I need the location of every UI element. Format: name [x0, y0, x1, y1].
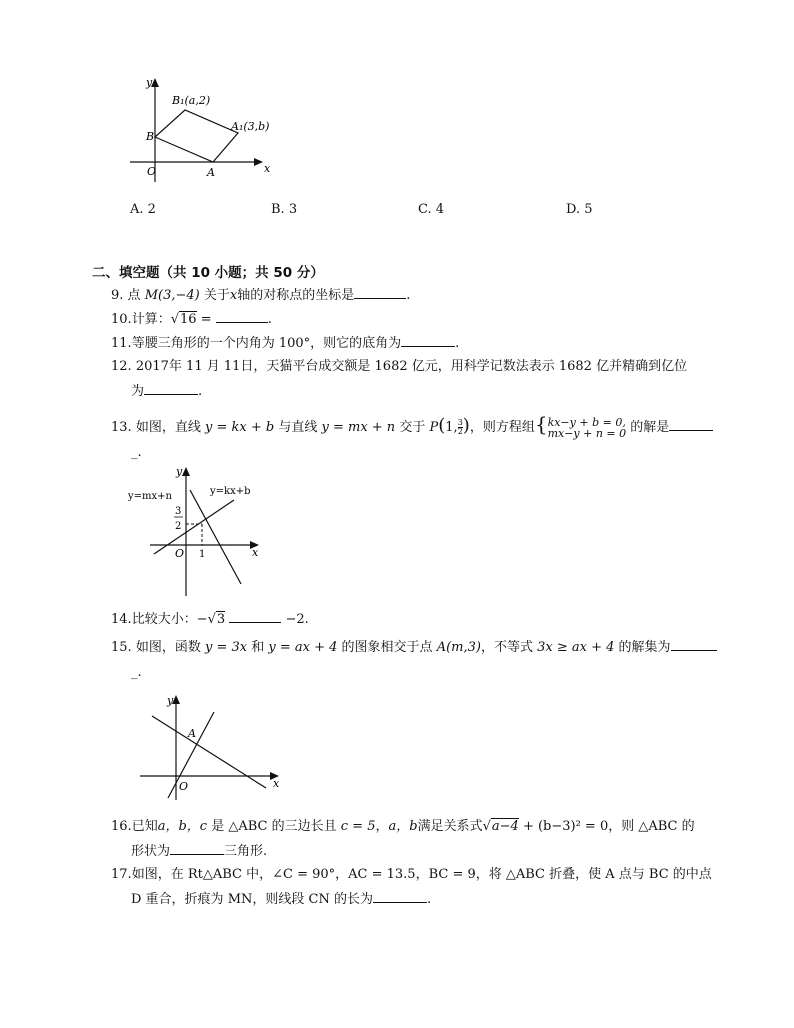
q9-answer-blank[interactable] — [354, 286, 406, 299]
q13-post: 的解是 — [630, 420, 670, 435]
fig1-x-label: x — [264, 162, 271, 175]
q16-pre: 已知 — [131, 819, 158, 834]
fig2-y-label: y — [176, 465, 183, 478]
q17-answer-blank[interactable] — [373, 890, 427, 903]
q16-ab: a，b — [388, 819, 418, 834]
q13-eq1: y = kx + b — [204, 420, 275, 435]
fig2-tick-num: 3 — [175, 506, 182, 517]
fig3-line-3x — [168, 712, 214, 798]
q11-end: . — [455, 336, 460, 351]
q13-sys1: kx−y + b = 0, — [547, 415, 626, 429]
fig2-tick-x: 1 — [199, 549, 206, 560]
q13-mid3: ，则方程组 — [469, 420, 535, 435]
q13-p-num: 3 — [457, 418, 463, 427]
fig1-quadrilateral — [155, 110, 238, 162]
option-a[interactable]: A. 2 — [130, 202, 156, 217]
q10-end: . — [267, 312, 272, 327]
option-b[interactable]: B. 3 — [271, 202, 298, 217]
q15-mid1: 和 — [251, 640, 265, 655]
question-14 — [111, 610, 309, 629]
q13-point-p: P — [429, 420, 439, 435]
q14-sqrt-sign: √ — [207, 612, 216, 627]
q10-answer-blank[interactable] — [216, 310, 268, 323]
question-10 — [111, 310, 272, 329]
fig2-origin-label: O — [175, 547, 185, 560]
question-12-line-1 — [111, 358, 687, 376]
fig2-label-mx: y=mx+n — [128, 491, 172, 502]
fig1-point-b1: B₁(a,2) — [172, 94, 211, 107]
q11-answer-blank[interactable] — [401, 334, 455, 347]
q9-point: M(3,−4) — [144, 288, 200, 303]
fig1-x-arrow — [254, 158, 263, 166]
q14-answer-blank[interactable] — [229, 610, 281, 623]
question-13: 13. 如图，直线 y = kx + b 与直线 y = mx + n 交于 P(1, $\frac{3}{2}$ )，则方程组{ kx−y + b = 0, mx−y + n = 0 的解是 — [111, 412, 713, 440]
q16-c-eq: c = 5 — [340, 819, 376, 834]
q13-brace: { — [534, 412, 548, 436]
q12-end: . — [198, 384, 203, 399]
q13-mid2: 交于 — [399, 420, 426, 435]
q17-number: 17. — [111, 867, 132, 882]
option-d[interactable]: D. 5 — [566, 202, 593, 217]
q16-line2-post: 三角形. — [224, 844, 268, 859]
q9-post: 关于 — [203, 288, 230, 303]
q16-mid3: 满足关系式 — [417, 819, 483, 834]
q12-line2-pre: 为 — [131, 384, 145, 399]
q13-pre: 如图，直线 — [135, 420, 201, 435]
question-11 — [111, 334, 459, 353]
figure-3-intersecting-lines — [138, 690, 288, 802]
figure-2-two-lines — [126, 462, 266, 597]
fig3-point-a: A — [188, 727, 196, 740]
fig2-line-mx — [190, 490, 241, 584]
q13-paren-open: ( — [438, 415, 446, 436]
q14-number: 14. — [111, 612, 132, 627]
q15-continuation: _. — [131, 665, 142, 680]
q16-line2-pre: 形状为 — [131, 844, 171, 859]
q10-eq: = — [200, 312, 212, 327]
q9-end: . — [406, 288, 411, 303]
q17-end: . — [426, 892, 432, 907]
q14-post: −2. — [285, 612, 309, 627]
q15-pre: 如图，函数 — [135, 640, 201, 655]
fig3-x-label: x — [273, 777, 280, 790]
question-16-line-2 — [131, 842, 267, 861]
q12-answer-blank[interactable] — [144, 382, 198, 395]
q9-axis: x — [229, 288, 238, 303]
fig1-point-a1: A₁(3,b) — [231, 120, 270, 133]
fig2-y-arrow — [182, 467, 190, 476]
q13-continuation: _. — [131, 445, 142, 460]
q15-mid3: ，不等式 — [480, 640, 533, 655]
question-9 — [111, 286, 410, 305]
q15-eq2: y = ax + 4 — [268, 640, 338, 655]
q10-pre: 计算： — [131, 312, 171, 327]
q9-number: 9. — [111, 288, 124, 303]
q15-answer-blank[interactable] — [671, 638, 717, 651]
q14-pre: 比较大小：− — [131, 612, 208, 627]
q16-sqrt-arg: a−4 — [491, 819, 519, 834]
q16-number: 16. — [111, 819, 132, 834]
fig2-tick-den: 2 — [175, 521, 182, 532]
q10-number: 10. — [111, 312, 132, 327]
fig1-origin-label: O — [147, 165, 157, 178]
fig1-y-label: y — [146, 76, 153, 89]
q13-sys2: mx−y + n = 0 — [547, 426, 627, 440]
question-16-line-1 — [111, 818, 695, 836]
question-12-line-2 — [131, 382, 202, 401]
fig3-y-label: y — [167, 694, 174, 707]
fig3-origin-label: O — [179, 780, 189, 793]
q16-sqrt-sign: √ — [482, 819, 491, 834]
q15-mid2: 的图象相交于点 — [341, 640, 433, 655]
question-17-line-2 — [131, 890, 431, 909]
fig1-point-b: B — [146, 130, 155, 143]
section-title: 二、填空题（共 10 小题；共 50 分） — [92, 265, 324, 281]
q13-mid1: 与直线 — [278, 420, 318, 435]
q10-sqrt-arg: 16 — [180, 312, 197, 327]
q16-mid1: 是 △ABC 的三边长且 — [211, 819, 337, 834]
q17-line2-pre: D 重合，折痕为 MN，则线段 CN 的长为 — [131, 892, 373, 907]
q13-answer-blank[interactable] — [669, 418, 713, 431]
figure-1-coordinate-diagram — [128, 72, 278, 184]
q15-eq1: y = 3x — [204, 640, 248, 655]
q15-number: 15. — [111, 640, 132, 655]
fig2-label-kx: y=kx+b — [210, 486, 251, 497]
q13-system — [548, 417, 627, 439]
q15-inequality: 3x ≥ ax + 4 — [537, 640, 615, 655]
q11-number: 11. — [111, 336, 132, 351]
q16-tail: + (b−3)² = 0，则 △ABC 的 — [522, 819, 695, 834]
q15-post: 的解集为 — [618, 640, 671, 655]
fig2-x-label: x — [252, 546, 259, 559]
fig2-line-kx — [154, 500, 234, 554]
q13-p-x: 1 — [445, 420, 454, 435]
q13-paren-close: ) — [462, 415, 470, 436]
q13-eq2: y = mx + n — [321, 420, 396, 435]
option-c[interactable]: C. 4 — [418, 202, 445, 217]
q14-sqrt-arg: 3 — [216, 612, 226, 627]
q15-point: A(m,3) — [436, 640, 481, 655]
q9-post2: 轴的对称点的坐标是 — [237, 288, 355, 303]
q16-mid2: ， — [375, 819, 389, 834]
question-15 — [111, 638, 717, 657]
q10-sqrt-sign: √ — [170, 312, 179, 327]
q9-pre: 点 — [127, 288, 141, 303]
fig3-line-ax4 — [152, 716, 266, 788]
q17-line1: 如图，在 Rt△ABC 中，∠C = 90°，AC = 13.5，BC = 9，将 △ABC 折叠，使 A 点与 BC 的中点 — [131, 867, 712, 882]
question-17-line-1 — [111, 866, 712, 884]
q12-number: 12. — [111, 359, 132, 374]
q13-number: 13. — [111, 420, 132, 435]
q16-vars: a，b，c — [157, 819, 208, 834]
q16-answer-blank[interactable] — [170, 842, 224, 855]
fig1-point-a: A — [207, 166, 215, 179]
q11-text: 等腰三角形的一个内角为 100°，则它的底角为 — [131, 336, 402, 351]
q13-p-den: 2 — [457, 427, 463, 436]
q12-line1: 2017年 11 月 11日，天猫平台成交额是 1682 亿元，用科学记数法表示 1682 亿并精确到亿位 — [135, 359, 688, 374]
